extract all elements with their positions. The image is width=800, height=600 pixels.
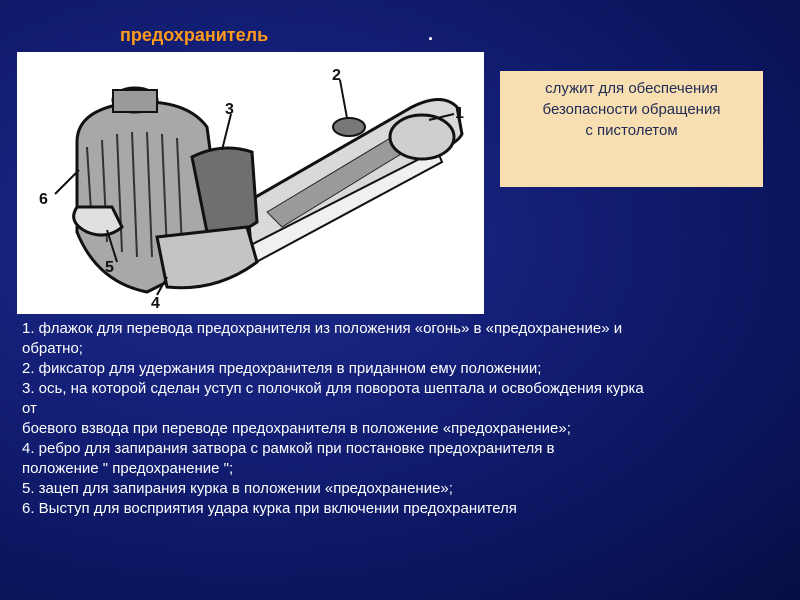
parts-list — [22, 319, 792, 519]
lower-rib — [157, 227, 257, 288]
fixator-bump — [333, 118, 365, 136]
figure-label-4: 4 — [151, 295, 160, 312]
parts-list-line: от — [22, 400, 37, 417]
slide-title: предохранитель — [120, 25, 269, 45]
parts-list-line: 1. флажок для перевода предохранителя из положения «огонь» в «предохранение» и — [22, 320, 623, 337]
purpose-callout — [500, 71, 763, 187]
figure-label-2: 2 — [332, 67, 341, 84]
parts-list-line: 6. Выступ для восприятия удара курка при включении предохранителя — [22, 500, 517, 517]
parts-list-line: 2. фиксатор для удержания предохранителя в приданном ему положении; — [22, 360, 542, 377]
parts-list-line: положение " предохранение "; — [22, 460, 234, 477]
parts-list-line: боевого взвода при переводе предохранителя в положение «предохранение»; — [22, 420, 571, 437]
callout-line: с пистолетом — [585, 122, 678, 139]
callout-line: служит для обеспечения — [545, 80, 718, 97]
top-knob-body — [113, 90, 157, 112]
parts-list-line: 5. зацеп для запирания курка в положении «предохранение»; — [22, 480, 453, 497]
figure-label-5: 5 — [105, 259, 114, 276]
lever-flag-tip — [390, 115, 454, 159]
parts-list-line: 3. ось, на которой сделан уступ с полочкой для поворота шептала и освобождения курка — [22, 380, 644, 397]
figure-label-3: 3 — [225, 101, 234, 118]
safety-lever-figure — [17, 52, 484, 314]
figure-label-6: 6 — [39, 191, 48, 208]
parts-list-line: 4. ребро для запирания затвора с рамкой при постановке предохранителя в — [22, 440, 555, 457]
callout-line: безопасности обращения — [542, 101, 721, 118]
parts-list-line: обратно; — [22, 340, 83, 357]
figure-label-1: 1 — [455, 105, 464, 122]
safety-lever-drawing — [17, 52, 484, 314]
title-dot: . — [428, 24, 434, 44]
